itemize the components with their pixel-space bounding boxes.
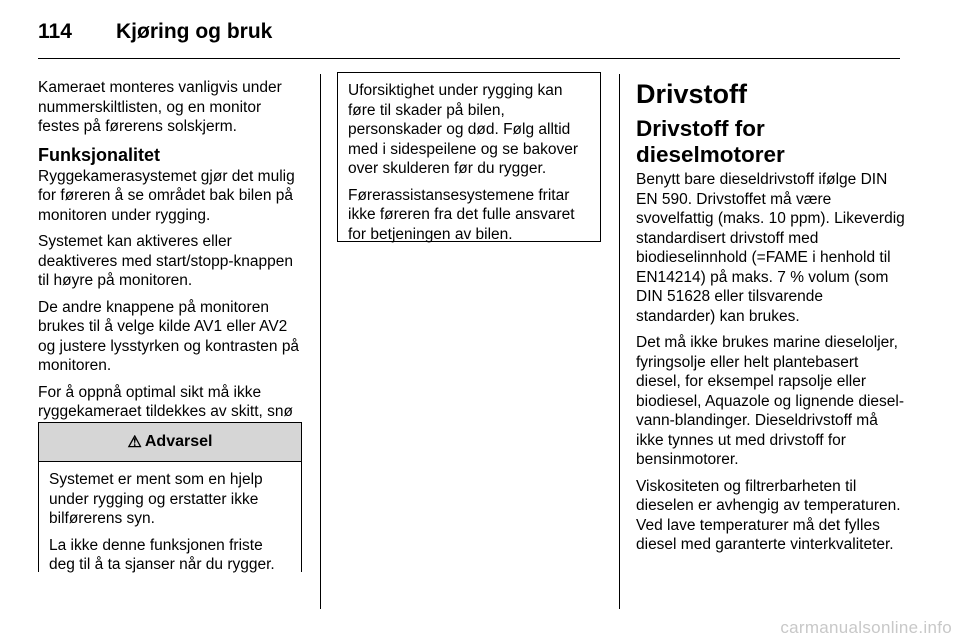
column-divider [320,74,321,609]
paragraph: Benytt bare dieseldrivstoff ifølge DIN EN 590. Drivstoffet må være svovelfattig (maks. 10 ppm). Likeverdig standardisert drivstoff med biodieselinnhold (=FAME i henhold til EN14214) på maks. 7 % volum (som DIN 51628 eller tilsvarende standarder) kan brukes. [636,171,905,325]
warning-paragraph: Systemet er ment som en hjelp under rygging og erstatter ikke bilførerens syn. [49,471,263,527]
paragraph: For å oppnå optimal sikt må ikke ryggekameraet tildekkes av skitt, snø [38,383,293,420]
column-left [38,78,306,448]
page-header [38,18,900,59]
subsection-title-diesel: Drivstoff for dieselmotorer [636,116,785,167]
watermark: carmanualsonline.info [780,618,952,637]
paragraph: Førerassistansesystemene fritar ikke føreren fra det fulle ansvaret for betjeningen av bilen. [348,186,575,243]
intro-paragraph: Kameraet monteres vanligvis under nummerskiltlisten, og en monitor festes på førerens solskjerm. [38,79,282,135]
column-divider [619,74,620,609]
paragraph: De andre knappene på monitoren brukes til å velge kilde AV1 eller AV2 og justere lysstyrken og kontrasten på monitoren. [38,298,300,374]
paragraph: Ryggekamerasystemet gjør det mulig for føreren å se området bak bilen på monitoren under rygging. [38,167,295,224]
paragraph: Viskositeten og filtrerbarheten til dieselen er avhengig av temperaturen. Ved lave temperaturer må det fylles diesel med garanterte vinterkvaliteter. [636,477,901,553]
warning-box [38,422,302,572]
paragraph: Systemet kan aktiveres eller deaktiveres med start/stopp-knappen til høyre på monitoren. [38,233,294,289]
warning-title: Advarsel [144,433,213,450]
column-right [636,78,906,562]
warning-continued-box [337,72,601,242]
chapter-title: Kjøring og bruk [116,20,273,43]
paragraph: Uforsiktighet under rygging kan føre til skader på bilen, personskader og død. Følg alltid med i sidespeilene og se bakover over skulderen før du rygger. [348,82,579,177]
warning-paragraph: La ikke denne funksjonen friste deg til å ta sjanser når du rygger. [49,536,275,573]
page-number: 114 [38,20,72,43]
warning-triangle-icon: ⚠ [127,434,142,451]
warning-header [39,423,301,462]
warning-body [39,462,301,575]
section-title-drivstoff: Drivstoff [636,79,748,109]
paragraph: Det må ikke brukes marine dieseloljer, fyringsolje eller helt plantebasert diesel, for eksempel rapsolje eller biodiesel, Aquazole og lignende diesel-vann-blandinger. Dieseldrivstoff må ikke tynnes ut med drivstoff for bensinmotorer. [636,334,905,468]
section-heading-funksjonalitet: Funksjonalitet [38,144,161,165]
